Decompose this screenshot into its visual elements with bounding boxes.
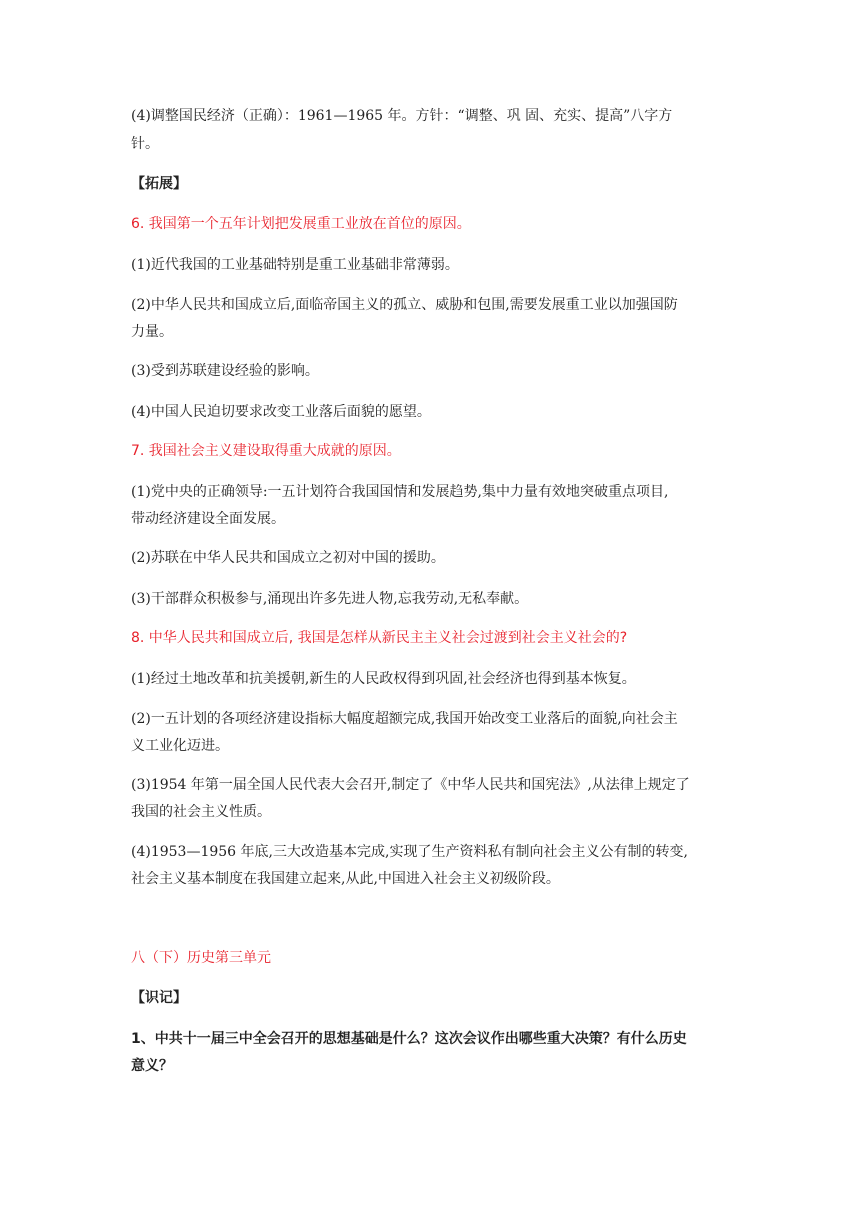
question-7-answer-1-line1: (1)党中央的正确领导:一五计划符合我国国情和发展趋势,集中力量有效地突破重点项目, <box>131 484 669 500</box>
question-8-answer-4-line2: 社会主义基本制度在我国建立起来,从此,中国进入社会主义初级阶段。 <box>131 871 560 887</box>
question-8-answer-4-line1: (4)1953—1956 年底,三大改造基本完成,实现了生产资料私有制向社会主义公有制的转变, <box>131 844 688 860</box>
question-6-answer-1: (1)近代我国的工业基础特别是重工业基础非常薄弱。 <box>131 257 459 273</box>
question-8-answer-3-line1: (3)1954 年第一届全国人民代表大会召开,制定了《中华人民共和国宪法》,从法律上规定了 <box>131 777 690 793</box>
question-8-answer-3-line2: 我国的社会主义性质。 <box>131 804 271 820</box>
question-7-heading: 7. 我国社会主义建设取得重大成就的原因。 <box>131 443 401 459</box>
question-8-answer-2-line2: 义工业化迈进。 <box>131 738 229 754</box>
paragraph-adjust-economy-line1: (4)调整国民经济（正确）：1961—1965 年。方针：“调整、巩 固、充实、提高”八字方 <box>131 108 673 124</box>
question-6-answer-2-line1: (2)中华人民共和国成立后,面临帝国主义的孤立、威胁和包围,需要发展重工业以加强国防 <box>131 297 678 313</box>
question-8-heading: 8. 中华人民共和国成立后, 我国是怎样从新民主主义社会过渡到社会主义社会的? <box>131 630 628 646</box>
question-6-answer-4: (4)中国人民迫切要求改变工业落后面貌的愿望。 <box>131 404 431 420</box>
question-6-answer-3: (3)受到苏联建设经验的影响。 <box>131 363 319 379</box>
question-7-answer-3: (3)干部群众积极参与,涌现出许多先进人物,忘我劳动,无私奉献。 <box>131 591 529 607</box>
heading-shiji: 【识记】 <box>131 990 187 1006</box>
question-6-answer-2-line2: 力量。 <box>131 324 173 340</box>
question-6-heading: 6. 我国第一个五年计划把发展重工业放在首位的原因。 <box>131 216 471 232</box>
heading-tuozhan: 【拓展】 <box>131 176 187 192</box>
question-7-answer-2: (2)苏联在中华人民共和国成立之初对中国的援助。 <box>131 550 445 566</box>
question-7-answer-1-line2: 带动经济建设全面发展。 <box>131 511 285 527</box>
question-8-answer-2-line1: (2)一五计划的各项经济建设指标大幅度超额完成,我国开始改变工业落后的面貌,向社会主 <box>131 711 678 727</box>
question-1-line1: 1、中共十一届三中全会召开的思想基础是什么？这次会议作出哪些重大决策？有什么历史 <box>131 1031 687 1047</box>
question-8-answer-1: (1)经过土地改革和抗美援朝,新生的人民政权得到巩固,社会经济也得到基本恢复。 <box>131 671 636 687</box>
question-1-line2: 意义？ <box>131 1058 173 1074</box>
paragraph-adjust-economy-line2: 针。 <box>131 136 159 152</box>
unit-title: 八（下）历史第三单元 <box>131 950 271 966</box>
